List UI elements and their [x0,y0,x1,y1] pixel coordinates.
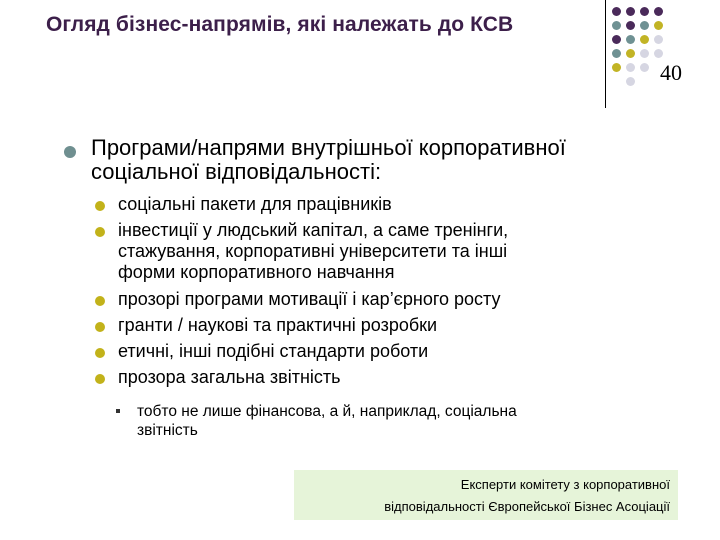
sub-bullet-icon [95,296,105,306]
decor-dot [626,7,635,16]
sub-bullet-item [118,289,648,310]
decor-dot [626,35,635,44]
decor-dot [640,21,649,30]
sub-sub-bullet-line: звітність [137,422,198,439]
source-note [294,470,678,520]
decor-dot [626,63,635,72]
decor-dot [612,7,621,16]
sub-sub-bullet-icon [116,409,120,413]
decor-dot [654,21,663,30]
main-bullet-line: соціальної відповідальності: [91,159,382,184]
vertical-divider [605,0,606,108]
decor-dot [626,77,635,86]
decor-dot [640,49,649,58]
sub-bullet-icon [95,322,105,332]
decor-dot [612,77,621,86]
sub-bullet-item [118,315,648,336]
decor-dot [612,35,621,44]
decor-dot [612,49,621,58]
sub-bullet-line: прозорі програми мотивації і кар’єрного росту [118,289,501,309]
sub-bullet-line: гранти / наукові та практичні розробки [118,315,438,335]
decor-dot [654,35,663,44]
sub-bullet-item [118,194,648,215]
decor-dot [640,63,649,72]
sub-bullet-icon [95,348,105,358]
sub-bullet-line: соціальні пакети для працівників [118,194,392,214]
sub-bullet-line: прозора загальна звітність [118,367,341,387]
decor-dot [612,21,621,30]
decor-dot [640,35,649,44]
sub-bullet-line: інвестиції у людський капітал, а саме тренінги, [118,220,509,240]
decor-dot [626,49,635,58]
decor-dot [654,49,663,58]
sub-bullet-line: форми корпоративного навчання [118,262,395,282]
source-note-line: Експерти комітету з корпоративної [460,477,670,492]
main-bullet-line: Програми/напрями внутрішньої корпоративної [91,135,566,160]
sub-bullet-line: етичні, інші подібні стандарти роботи [118,341,429,361]
main-bullet-icon [64,146,76,158]
sub-bullet-item [118,220,648,283]
sub-bullet-icon [95,227,105,237]
sub-bullet-icon [95,201,105,211]
page-number: 40 [660,60,682,85]
sub-bullet-item [118,341,648,362]
decor-dot [640,7,649,16]
decor-dot [626,21,635,30]
sub-sub-bullet-item [137,402,657,440]
decor-dot [654,7,663,16]
sub-bullet-item [118,367,648,388]
slide-title: Огляд бізнес-напрямів, які належать до КСВ [46,13,514,36]
decor-dot [640,77,649,86]
main-bullet-text [91,136,681,184]
sub-sub-bullet-line: тобто не лише фінансова, а й, наприклад, соціальна [137,403,517,420]
sub-bullet-line: стажування, корпоративні університети та інші [118,241,508,261]
source-note-line: відповідальності Європейської Бізнес Асоціації [384,499,670,514]
decor-dot [612,63,621,72]
sub-bullet-icon [95,374,105,384]
